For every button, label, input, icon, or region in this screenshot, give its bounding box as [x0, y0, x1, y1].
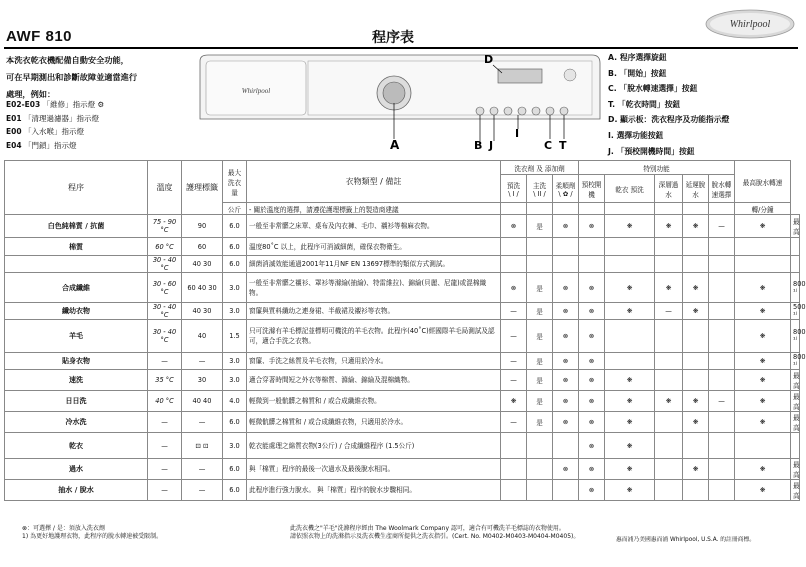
footnote-right: 惠而浦乃美國惠而浦 Whirlpool, U.S.A. 的註冊商標。: [616, 537, 756, 543]
max-spin-cell: 最高: [791, 370, 800, 391]
header-rule: [4, 47, 798, 49]
table-row: [5, 459, 800, 480]
legend-item: A. 程序選擇旋鈕: [608, 53, 667, 62]
function-cell-pre: ⊗: [501, 273, 527, 303]
care-label-cell: —: [182, 353, 223, 370]
callout-b: B: [474, 139, 483, 152]
function-cell-pre: [501, 459, 527, 480]
function-cell-dspin: [683, 353, 709, 370]
function-cell-spinsel: [709, 480, 735, 501]
col-clothes: 衣物類型 / 備註: [247, 161, 501, 203]
svg-text:Whirlpool: Whirlpool: [241, 87, 271, 95]
function-cell-pre: [501, 480, 527, 501]
footnote-line: 1) 為更好地護理衣物，此程序的脫水轉速被受限制。: [22, 533, 163, 540]
function-cell-pre: [501, 238, 527, 256]
max-spin-cell: 800 ¹⁾: [791, 320, 800, 353]
function-cell-dry: [605, 238, 655, 256]
care-label-cell: —: [182, 412, 223, 433]
function-cell-delay: ⊗: [579, 353, 605, 370]
col-max-load: 最大洗衣量: [223, 161, 247, 203]
program-table: [4, 160, 806, 501]
function-cell-spinsel: [709, 433, 735, 459]
program-cell: 過水: [5, 459, 148, 480]
temp-cell: —: [148, 433, 182, 459]
col-mainwash: 主洗 \ II /: [527, 175, 553, 203]
function-cell-deep: [655, 459, 683, 480]
description-cell: 此程序進行強力脫水。 與「棉質」程序的脫水步驟相同。: [247, 480, 501, 501]
function-cell-spin: ❋: [735, 320, 791, 353]
care-label-cell: 60: [182, 238, 223, 256]
function-cell-delay: [579, 256, 605, 273]
care-label-cell: 40 30: [182, 303, 223, 320]
function-cell-spinsel: —: [709, 215, 735, 238]
function-cell-deep: [655, 480, 683, 501]
function-cell-spinsel: [709, 238, 735, 256]
function-cell-dry: ❋: [605, 459, 655, 480]
function-cell-pre: —: [501, 412, 527, 433]
program-cell: 冷水洗: [5, 412, 148, 433]
max-spin-cell: 800 ¹⁾: [791, 353, 800, 370]
program-cell: 速洗: [5, 370, 148, 391]
description-cell: 窗簾與質料纖幼之連身裙、半截裙及襯衫等衣物。: [247, 303, 501, 320]
function-cell-spinsel: —: [709, 391, 735, 412]
care-label-cell: ⊡ ⊡: [182, 433, 223, 459]
function-cell-deep: [655, 320, 683, 353]
load-cell: 3.0: [223, 353, 247, 370]
function-cell-soft: ⊗: [553, 273, 579, 303]
function-cell-deep: [655, 433, 683, 459]
program-cell: 抽水 / 脫水: [5, 480, 148, 501]
function-cell-dry: ❋: [605, 412, 655, 433]
load-cell: 6.0: [223, 412, 247, 433]
description-cell: 與「棉質」程序的最後一次過水及最後脫水相同。: [247, 459, 501, 480]
callout-j: J: [489, 139, 494, 152]
load-cell: 1.5: [223, 320, 247, 353]
max-spin-cell: 最高: [791, 480, 800, 501]
program-cell: 棉質: [5, 238, 148, 256]
function-cell-soft: ⊗: [553, 459, 579, 480]
intro-line: 本洗衣乾衣機配備自動安全功能，: [6, 55, 129, 65]
care-label-cell: 90: [182, 215, 223, 238]
error-list: [6, 98, 104, 152]
table-row: [5, 480, 800, 501]
legend-item: B. 「開始」按鈕: [608, 68, 667, 78]
function-cell-dspin: ❋: [683, 391, 709, 412]
function-cell-dry: [605, 320, 655, 353]
function-cell-pre: —: [501, 303, 527, 320]
function-cell-deep: [655, 256, 683, 273]
function-cell-pre: [501, 433, 527, 459]
brand-logo: [704, 8, 796, 40]
col-dry-prewash: 乾衣 預洗: [605, 175, 655, 203]
load-cell: 4.0: [223, 391, 247, 412]
function-cell-delay: ⊗: [579, 459, 605, 480]
legend-item: I. 選擇功能按鈕: [608, 130, 664, 140]
care-label-cell: 30: [182, 370, 223, 391]
function-cell-dspin: ❋: [683, 459, 709, 480]
legend-list: [608, 50, 729, 159]
function-cell-soft: ⊗: [553, 370, 579, 391]
callout-t: T: [559, 139, 567, 152]
temp-cell: 75 - 90 °C: [148, 215, 182, 238]
load-cell: 3.0: [223, 303, 247, 320]
function-cell-deep: ❋: [655, 215, 683, 238]
temp-cell: 35 °C: [148, 370, 182, 391]
function-cell-dspin: [683, 238, 709, 256]
function-cell-soft: [553, 238, 579, 256]
function-cell-soft: ⊗: [553, 391, 579, 412]
col-temp: 溫度: [148, 161, 182, 215]
max-spin-cell: 800 ¹⁾: [791, 273, 800, 303]
temp-cell: 40 °C: [148, 391, 182, 412]
function-cell-delay: [579, 238, 605, 256]
max-spin-cell: [791, 238, 800, 256]
care-label-cell: 40: [182, 320, 223, 353]
care-label-cell: 40 40: [182, 391, 223, 412]
spin-unit: 轉/分鐘: [735, 203, 791, 215]
load-cell: 3.0: [223, 433, 247, 459]
footnote-line: ⊗：可選擇 / 是：須放入洗衣劑: [22, 525, 105, 532]
function-cell-main: [527, 459, 553, 480]
error-item: E02-E03 「維修」指示燈 ⚙: [6, 100, 105, 109]
col-max-spin: 最高脫水轉速: [735, 161, 791, 203]
table-row: [5, 256, 800, 273]
function-cell-main: [527, 480, 553, 501]
temp-cell: —: [148, 353, 182, 370]
page-title: 程序表: [372, 30, 414, 46]
legend-item: J. 「預校開機時間」按鈕: [608, 146, 695, 156]
error-item: E00 「入水喉」指示燈: [6, 127, 84, 136]
description-cell: 一般至非常髒之襯衫、罩衫等滌綸(抽綸)、特雷維拉)、錦綸(貝麗、尼龍)或混棉織物。: [247, 273, 501, 303]
function-cell-delay: ⊗: [579, 370, 605, 391]
table-row: [5, 215, 800, 238]
description-cell: 輕微到一般骯髒之棉質和 / 或合成纖維衣物。: [247, 391, 501, 412]
table-row: [5, 391, 800, 412]
function-cell-deep: [655, 412, 683, 433]
program-cell: 纖幼衣物: [5, 303, 148, 320]
function-cell-main: 是: [527, 215, 553, 238]
function-cell-soft: [553, 480, 579, 501]
function-cell-deep: ❋: [655, 391, 683, 412]
callout-c: C: [544, 139, 553, 152]
error-item: E01 「清理過濾器」指示燈: [6, 113, 99, 123]
col-deep: 深層過水: [655, 175, 683, 203]
function-cell-spinsel: [709, 412, 735, 433]
col-softener: 柔順劑 \ ✿ /: [553, 175, 579, 203]
function-cell-dspin: [683, 256, 709, 273]
function-cell-pre: ⊗: [501, 215, 527, 238]
function-cell-deep: [655, 353, 683, 370]
function-cell-deep: —: [655, 303, 683, 320]
function-cell-spin: ❋: [735, 459, 791, 480]
function-cell-soft: ⊗: [553, 353, 579, 370]
temp-cell: —: [148, 412, 182, 433]
function-cell-dry: ❋: [605, 215, 655, 238]
legend-item: D. 顯示板：洗衣程序及功能指示燈: [608, 115, 730, 125]
display-panel: [498, 69, 542, 83]
logo-text: Whirlpool: [729, 19, 771, 30]
function-cell-main: [527, 433, 553, 459]
description-cell: 輕微骯髒之棉質和 / 或合成纖維衣物，只適用於冷水。: [247, 412, 501, 433]
col-prewash: 預洗 \ I /: [501, 175, 527, 203]
function-cell-deep: [655, 238, 683, 256]
footnote-line: 請依照衣物上的洗滌指示及洗衣機生產商所提供之洗衣指引。(Cert. No. M0402-M0403-M0404-M0405)。: [290, 533, 580, 540]
function-cell-pre: —: [501, 320, 527, 353]
intro-line: 處理，例如：: [6, 89, 56, 99]
col-spin-sel: 脫水轉速選擇: [709, 175, 735, 203]
function-cell-spin: ❋: [735, 353, 791, 370]
load-cell: 3.0: [223, 370, 247, 391]
temp-cell: 30 - 60 °C: [148, 273, 182, 303]
temp-cell: 30 - 40 °C: [148, 303, 182, 320]
description-cell: 適合穿著時間短之外衣等棉質、滌綸、錦綸及混棉織物。: [247, 370, 501, 391]
care-label-cell: 60 40 30: [182, 273, 223, 303]
function-cell-spin: ❋: [735, 412, 791, 433]
description-cell: 溫度80˚C 以上，此程序可消滅細菌，確保衣物衛生。: [247, 238, 501, 256]
col-delay: 預校開機: [579, 175, 605, 203]
care-label-cell: —: [182, 480, 223, 501]
col-special: 特別功能: [579, 161, 735, 175]
temp-cell: 60 °C: [148, 238, 182, 256]
intro-line: 可在早期測出和診斷故障並適當進行: [6, 72, 138, 82]
control-panel-illustration: [198, 53, 602, 151]
load-cell: 6.0: [223, 256, 247, 273]
function-cell-spin: [735, 433, 791, 459]
function-cell-delay: ⊗: [579, 320, 605, 353]
table-row: [5, 238, 800, 256]
function-cell-spin: [735, 238, 791, 256]
function-cell-dspin: ❋: [683, 215, 709, 238]
legend-item: C. 「脫水轉速選擇」按鈕: [608, 84, 698, 94]
table-row: [5, 320, 800, 353]
function-cell-delay: ⊗: [579, 412, 605, 433]
function-cell-soft: [553, 256, 579, 273]
function-cell-spin: ❋: [735, 303, 791, 320]
function-cell-spin: ❋: [735, 370, 791, 391]
description-cell: 細菌消滅效能通過2001年11月NF EN 13697標準的類似方式測試。: [247, 256, 501, 273]
load-cell: 6.0: [223, 238, 247, 256]
description-cell: 只可洗滌有羊毛標記並標明可機洗的羊毛衣物。此程序(40˚C)經國際羊毛局測試及認可，適合手洗之衣物。: [247, 320, 501, 353]
intro-text: [6, 52, 191, 103]
table-row: [5, 273, 800, 303]
function-cell-pre: ❋: [501, 391, 527, 412]
function-cell-dry: [605, 256, 655, 273]
load-cell: 6.0: [223, 215, 247, 238]
function-cell-deep: ❋: [655, 273, 683, 303]
callout-d: D: [484, 53, 494, 66]
function-cell-dry: ❋: [605, 273, 655, 303]
function-cell-spinsel: [709, 320, 735, 353]
temp-cell: 30 - 40 °C: [148, 256, 182, 273]
col-delay-spin: 延遲脫水: [683, 175, 709, 203]
description-cell: 一般至非常髒之床單、桌布及內衣褲、毛巾、襯衫等棉麻衣物。: [247, 215, 501, 238]
function-cell-dspin: ❋: [683, 303, 709, 320]
function-cell-pre: [501, 256, 527, 273]
function-cell-spin: ❋: [735, 391, 791, 412]
function-cell-dspin: [683, 480, 709, 501]
max-spin-cell: 最高: [791, 391, 800, 412]
function-cell-delay: ⊗: [579, 433, 605, 459]
function-cell-dry: ❋: [605, 370, 655, 391]
table-row: [5, 303, 800, 320]
function-cell-delay: ⊗: [579, 215, 605, 238]
function-cell-pre: —: [501, 353, 527, 370]
function-cell-dspin: [683, 320, 709, 353]
function-cell-main: [527, 256, 553, 273]
function-cell-soft: ⊗: [553, 215, 579, 238]
function-cell-deep: [655, 370, 683, 391]
function-cell-main: [527, 238, 553, 256]
function-cell-dry: ❋: [605, 303, 655, 320]
table-row: [5, 370, 800, 391]
function-cell-spinsel: [709, 256, 735, 273]
function-cell-delay: ⊗: [579, 303, 605, 320]
function-cell-dspin: ❋: [683, 412, 709, 433]
program-cell: 日日洗: [5, 391, 148, 412]
temp-cell: —: [148, 480, 182, 501]
care-label-cell: 40 30: [182, 256, 223, 273]
program-cell: 貼身衣物: [5, 353, 148, 370]
function-cell-main: 是: [527, 391, 553, 412]
function-cell-dry: [605, 353, 655, 370]
function-cell-dry: ❋: [605, 391, 655, 412]
temp-cell: —: [148, 459, 182, 480]
table-row: [5, 353, 800, 370]
footnote-line: 此洗衣機之"羊毛"洗滌程序經由 The Woolmark Company 認可，適合有可機洗羊毛標誌的衣物使用。: [290, 525, 565, 532]
function-cell-soft: ⊗: [553, 320, 579, 353]
function-cell-spin: ❋: [735, 273, 791, 303]
temp-cell: 30 - 40 °C: [148, 320, 182, 353]
function-cell-spinsel: [709, 303, 735, 320]
max-spin-cell: [791, 256, 800, 273]
function-cell-delay: ⊗: [579, 391, 605, 412]
function-cell-spin: ❋: [735, 480, 791, 501]
function-cell-dspin: [683, 433, 709, 459]
function-cell-main: 是: [527, 320, 553, 353]
function-cell-spinsel: [709, 459, 735, 480]
function-cell-soft: ⊗: [553, 412, 579, 433]
function-cell-spinsel: [709, 370, 735, 391]
callout-i: I: [515, 127, 520, 140]
error-item: E04 「門鎖」指示燈: [6, 140, 77, 150]
legend-item: T. 「乾衣時間」按鈕: [608, 99, 681, 109]
col-care: 護理標籤: [182, 161, 223, 215]
function-cell-spin: [735, 256, 791, 273]
function-cell-main: 是: [527, 303, 553, 320]
program-cell: 羊毛: [5, 320, 148, 353]
footnote-mid: [290, 525, 579, 541]
function-cell-spinsel: [709, 353, 735, 370]
function-cell-main: 是: [527, 273, 553, 303]
function-cell-main: 是: [527, 370, 553, 391]
care-label-cell: —: [182, 459, 223, 480]
max-spin-cell: 最高: [791, 215, 800, 238]
max-spin-cell: 最高: [791, 412, 800, 433]
program-cell: 乾衣: [5, 433, 148, 459]
function-cell-dry: ❋: [605, 433, 655, 459]
function-cell-dspin: [683, 370, 709, 391]
load-cell: 6.0: [223, 459, 247, 480]
program-cell: 合成纖維: [5, 273, 148, 303]
function-cell-main: 是: [527, 412, 553, 433]
service-icon: ⚙: [97, 100, 105, 109]
callout-a: A: [390, 138, 400, 152]
model-number: AWF 810: [6, 28, 73, 45]
function-cell-delay: ⊗: [579, 273, 605, 303]
load-unit: 公斤: [223, 203, 247, 215]
function-cell-spinsel: [709, 273, 735, 303]
function-cell-dry: ❋: [605, 480, 655, 501]
description-cell: 窗簾、手洗之絲質及羊毛衣物，只適用於冷水。: [247, 353, 501, 370]
function-cell-main: 是: [527, 353, 553, 370]
max-spin-cell: 500 ¹⁾: [791, 303, 800, 320]
program-cell: 白色純棉質 / 抗菌: [5, 215, 148, 238]
max-spin-cell: [791, 433, 800, 459]
table-row: [5, 433, 800, 459]
function-cell-delay: ⊗: [579, 480, 605, 501]
col-detergent: 洗衣劑 及 添加劑: [501, 161, 579, 175]
load-cell: 3.0: [223, 273, 247, 303]
program-cell: [5, 256, 148, 273]
max-spin-cell: 最高: [791, 459, 800, 480]
footnote-left: [22, 525, 162, 541]
function-cell-pre: —: [501, 370, 527, 391]
clothes-note: - 關於溫度的選擇，請遵從護理標籤上的製造商建議: [247, 203, 501, 215]
function-cell-dspin: ❋: [683, 273, 709, 303]
description-cell: 乾衣能處理之綿質衣物(3公斤) / 合成纖維程序 (1.5公斤): [247, 433, 501, 459]
function-cell-soft: [553, 433, 579, 459]
function-cell-soft: ⊗: [553, 303, 579, 320]
table-row: [5, 412, 800, 433]
function-cell-spin: ❋: [735, 215, 791, 238]
col-program: 程序: [5, 161, 148, 215]
load-cell: 6.0: [223, 480, 247, 501]
